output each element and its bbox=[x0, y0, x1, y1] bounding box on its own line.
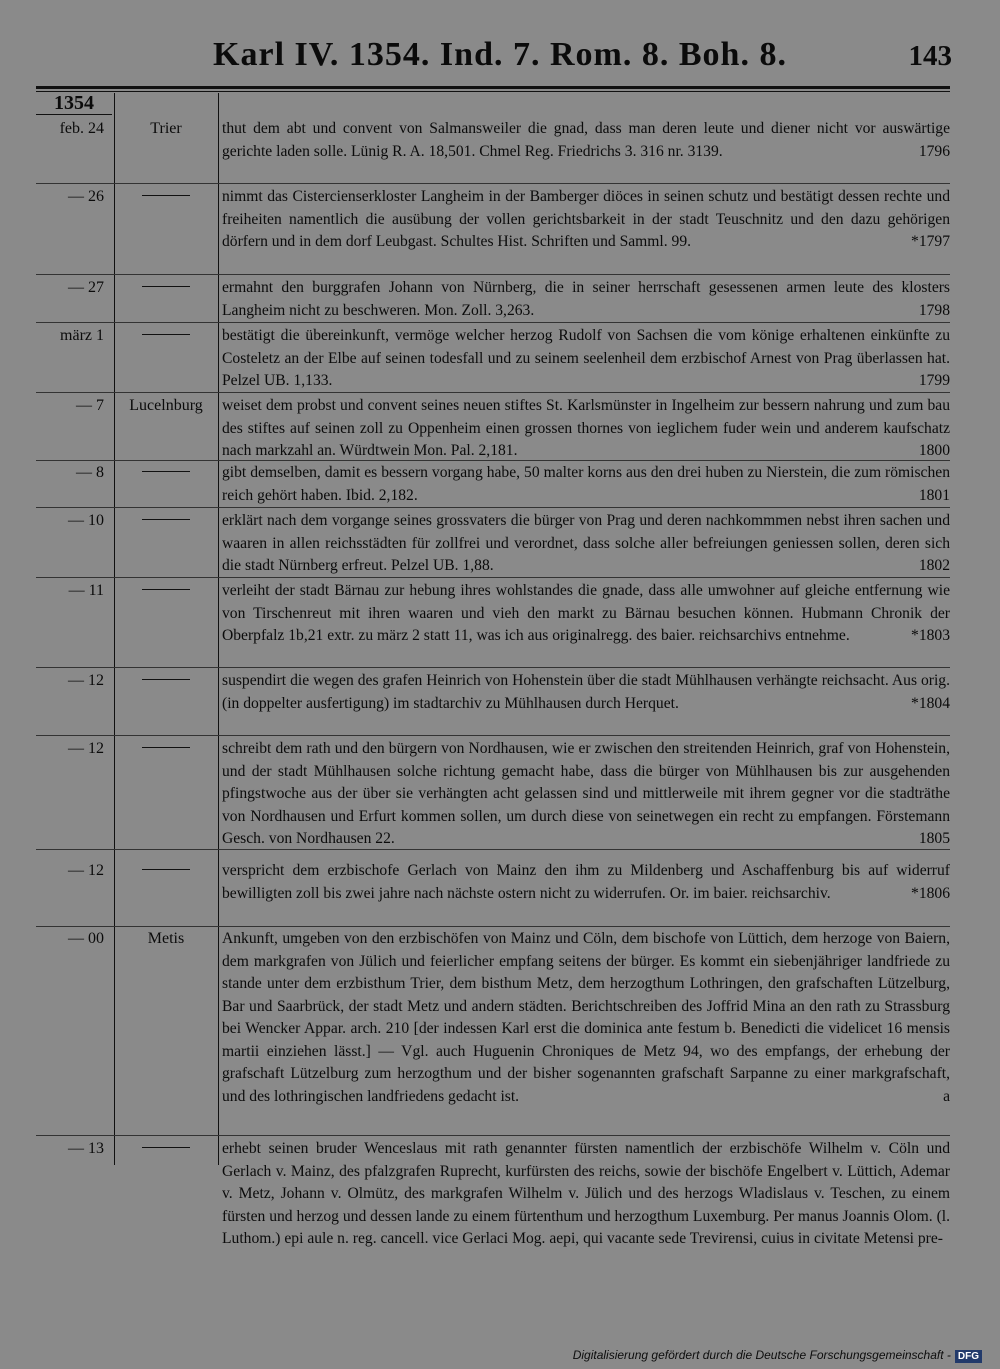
entry-text: gibt demselben, damit es bessern vorgang habe, 50 malter korns aus den drei huben zu Nierstein, die zum römischen reich gehört haben. Ibid. 2,182. 1801 bbox=[222, 462, 950, 507]
entry-text: Ankunft, umgeben von den erzbischöfen von Mainz und Cöln, dem bischofe von Lüttich, dem herzoge von Baiern, dem markgrafen von Jülich und feierlicher empfang seitens der bürger. Es kommt ein siebenjähriger landfriede zu stande unter dem erzbisthum Trier, dem bisthum Metz, dem herzogthum Lothringen, den grafschaften Lützelburg, Bar und Saarbrück, der stadt Metz und andern städten. Berichtschreiben des Joffrid Mina an den rath zu Strassburg bei Wencker Appar. arch. 210 [der indessen Karl erst die dominica ante festum b. Benedicti die videlicet 16 mensis martii einziehen lässt.] — Vgl. auch Huguenin Chroniques de Metz 94, wo des empfangs, der erhebung der grafschaft Lützelburg zum herzogthum und der bisher sogenannten grafschaft Sarpanne zu einer markgrafschaft, und des lothringischen landfriedens gedacht ist. a bbox=[222, 928, 950, 1108]
entry-place bbox=[114, 277, 218, 300]
ditto-dash bbox=[142, 869, 190, 870]
ditto-dash bbox=[142, 286, 190, 287]
entry-text: thut dem abt und convent von Salmansweiler die gnad, dass man deren leute und diener nicht vor auswärtige gerichte laden solle. Lünig R. A. 18,501. Chmel Reg. Friedrichs 3. 316 nr. 3139. 1796 bbox=[222, 118, 950, 163]
entry-place bbox=[114, 738, 218, 761]
entry-text: verleiht der stadt Bärnau zur hebung ihres wohlstandes die gnade, dass alle umwohner auf gleiche entfernung wie von Tirschenreut mit ihren waaren und vieh den markt zu Bärnau besuchen können. Hubmann Chronik der Oberpfalz 1b,21 extr. zu märz 2 statt 11, was ich aus originalregg. des baier. reichsarchivs entnehme. *1803 bbox=[222, 580, 950, 648]
entry-text: erhebt seinen bruder Wenceslaus mit rath genannter fürsten namentlich der erzbischöfe Wilhelm v. Cöln und Gerlach v. Mainz, des pfalzgrafen Ruprecht, kurfürsten des reichs, sowie der bischöfe Engelbert v. Lüttich, Ademar v. Metz, Johann v. Olmütz, des markgrafen Wilhelm v. Jülich und des herzogs Wladislaus v. Teschen, zu einem fürsten und herzog und dessen lande zu einem fürtenthum und herzogthum Luxemburg. Per manus Joannis Olom. (l. Luthom.) epi aule n. reg. cancell. vice Gerlaci Mog. aepi, qui vacante sede Trevirensi, cuius in civitate Metensi pre- bbox=[222, 1140, 950, 1247]
entry-date: feb. 24 bbox=[59, 120, 104, 137]
digitization-credit: Digitalisierung gefördert durch die Deutsche Forschungsgemeinschaft - DFG bbox=[573, 1348, 982, 1363]
entry-number: 1799 bbox=[918, 372, 950, 389]
entry-date: — 13 bbox=[68, 1140, 104, 1157]
entry-separator bbox=[36, 926, 950, 927]
entry-separator bbox=[36, 667, 950, 668]
entry-date: — 7 bbox=[76, 397, 104, 414]
entry-place: Lucelnburg bbox=[129, 397, 203, 414]
entry-date: — 11 bbox=[68, 582, 104, 599]
entry-separator bbox=[36, 460, 950, 461]
entry-text: verspricht dem erzbischofe Gerlach von Mainz den ihm zu Mildenberg und Aschaffenburg bis auf widerruf bewilligten zoll bis zwei jahre nach nächste ostern nicht zu widerrufen. Or. im baier. reichsarchiv. *1806 bbox=[222, 860, 950, 905]
entry-separator bbox=[36, 392, 950, 393]
entry-date: — 12 bbox=[68, 672, 104, 689]
entry-number: 1800 bbox=[918, 442, 950, 459]
entry-text: ermahnt den burggrafen Johann von Nürnberg, die in seiner herrschaft gesessenen armen leute des klosters Langheim nicht zu beschweren. Mon. Zoll. 3,263. 1798 bbox=[222, 277, 950, 322]
entry-date: märz 1 bbox=[60, 327, 104, 344]
entry-text: schreibt dem rath und den bürgern von Nordhausen, wie er zwischen den streitenden Heinrich, graf von Hohenstein, und der stadt Mühlhausen solche richtung gemacht habe, dass die bürger von Mühlhausen bis zur ausgehenden pfingstwoche aus der über sie verhängten acht gelassen sind und mittlerweile mit ihrem gegner vor die stadträthe von Nordhausen und Erfurt kommen sollen, um durch diese von seinetwegen ein recht zu empfangen. Förstemann Gesch. von Nordhausen 22. 1805 bbox=[222, 738, 950, 851]
year-rule bbox=[36, 114, 112, 115]
entry-date: — 12 bbox=[68, 862, 104, 879]
ditto-dash bbox=[142, 679, 190, 680]
entry-place bbox=[114, 860, 218, 883]
entry-separator bbox=[36, 577, 950, 578]
entry-date: — 12 bbox=[68, 740, 104, 757]
entry-separator bbox=[36, 322, 950, 323]
entry-number: *1803 bbox=[911, 627, 950, 644]
entry-text: weiset dem probst und convent seines neuen stiftes St. Karlsmünster in Ingelheim zur bessern nahrung und zum bau des stiftes auf seinen zoll zu Oppenheim einen grossen thornes von ieglichem fuder wein und anderem kaufschatz nach markzahl an. Würdtwein Mon. Pal. 2,181. 1800 bbox=[222, 395, 950, 463]
entry-separator bbox=[36, 849, 950, 850]
entry-place bbox=[114, 580, 218, 603]
ditto-dash bbox=[142, 747, 190, 748]
entry-separator bbox=[36, 1135, 950, 1136]
ditto-dash bbox=[142, 519, 190, 520]
entry-number: 1798 bbox=[918, 301, 950, 319]
column-divider-place bbox=[218, 93, 219, 1165]
entry-separator bbox=[36, 274, 950, 275]
entry-separator bbox=[36, 735, 950, 736]
year-label: 1354 bbox=[54, 92, 94, 114]
entry-text: nimmt das Cistercienserkloster Langheim in der Bamberger diöces in seinen schutz und bestätigt dessen rechte und freiheiten namentlich die ausübung der vollen gerichtsbarkeit in der stadt Teuschnitz und den dazu gehörigen dörfern und in dem dorf Leubgast. Schultes Hist. Schriften und Samml. 99. *1797 bbox=[222, 186, 950, 254]
entry-number: *1797 bbox=[911, 233, 950, 250]
entry-place: Metis bbox=[147, 930, 185, 947]
entry-separator bbox=[36, 507, 950, 508]
entry-date: — 10 bbox=[68, 512, 104, 529]
ditto-dash bbox=[142, 195, 190, 196]
entry-place: Trier bbox=[150, 120, 182, 137]
entry-number: a bbox=[943, 1087, 950, 1105]
page-header bbox=[0, 36, 1000, 80]
entry-text: bestätigt die übereinkunft, vermöge welcher herzog Rudolf von Sachsen die vom könige erhaltenen einkünfte zu Costeletz an der Elbe auf seinen todesfall und zu seinem seelenheil dem erzbischof Arnest von Prag überlassen hat. Pelzel UB. 1,133. 1799 bbox=[222, 325, 950, 393]
running-title: Karl IV. 1354. Ind. 7. Rom. 8. Boh. 8. bbox=[213, 36, 787, 73]
header-rule bbox=[36, 86, 950, 89]
ditto-dash bbox=[142, 471, 190, 472]
entry-number: 1805 bbox=[918, 830, 950, 847]
entry-number: 1796 bbox=[918, 142, 950, 160]
entry-number: *1806 bbox=[911, 884, 950, 902]
entry-place bbox=[114, 1138, 218, 1161]
entry-place bbox=[114, 510, 218, 533]
entry-text: erklärt nach dem vorgange seines grossvaters die bürger von Prag und deren nachkommmen nebst ihren sachen und waaren in allen reichsstädten für zollfrei und verordnet, dass solche aller befreiungen geniessen sollen, deren sich die stadt Nürnberg erfreut. Pelzel UB. 1,88. 1802 bbox=[222, 510, 950, 578]
entry-text: suspendirt die wegen des grafen Heinrich von Hohenstein über die stadt Mühlhausen verhängte reichsacht. Aus orig. (in doppelter ausfertigung) im stadtarchiv zu Mühlhausen durch Herquet. *1804 bbox=[222, 670, 950, 715]
entry-separator bbox=[36, 183, 950, 184]
entry-place bbox=[114, 462, 218, 485]
header-rule-thin bbox=[36, 91, 950, 92]
entry-date: — 26 bbox=[68, 188, 104, 205]
column-divider-date bbox=[114, 93, 115, 1165]
dfg-logo: DFG bbox=[955, 1350, 982, 1363]
entry-number: 1801 bbox=[918, 486, 950, 504]
entry-date: — 00 bbox=[68, 930, 104, 947]
entry-place bbox=[114, 325, 218, 348]
page-number: 143 bbox=[908, 40, 952, 72]
entry-place bbox=[114, 670, 218, 693]
entry-date: — 27 bbox=[68, 279, 104, 296]
entry-date: — 8 bbox=[76, 464, 104, 481]
entry-number: *1804 bbox=[911, 694, 950, 712]
ditto-dash bbox=[142, 1147, 190, 1148]
ditto-dash bbox=[142, 334, 190, 335]
entry-place bbox=[114, 186, 218, 209]
ditto-dash bbox=[142, 589, 190, 590]
entry-number: 1802 bbox=[918, 557, 950, 574]
